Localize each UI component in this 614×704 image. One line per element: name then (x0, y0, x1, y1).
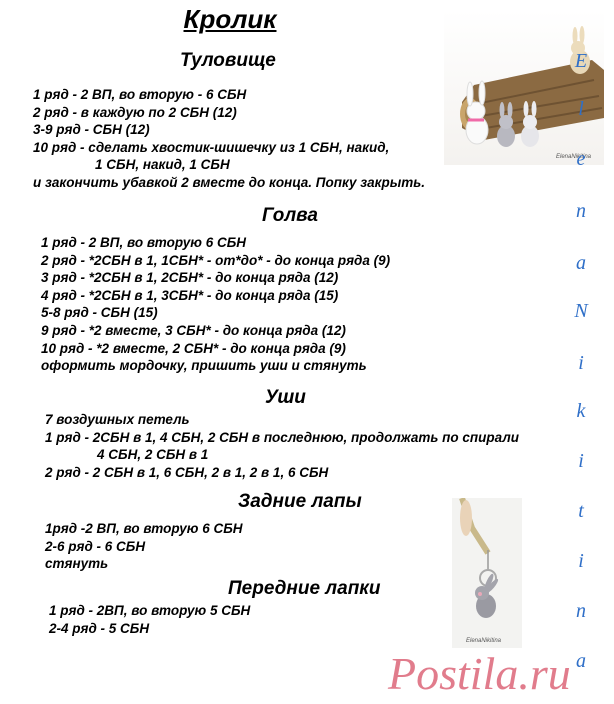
instruction-line: 1 ряд - 2 ВП, во вторую 6 СБН (41, 235, 247, 250)
instruction-line: 10 ряд - *2 вместе, 2 СБН* - до конца ряда (9) (41, 340, 346, 356)
section-title-hind-legs: Задние лапы (238, 491, 362, 512)
instruction-line: 1 СБН, накид, 1 СБН (95, 157, 230, 173)
section-lines-body (33, 86, 425, 192)
watermark-letter: i (578, 550, 584, 572)
section-lines-ears (45, 411, 519, 481)
instruction-line: 1 ряд - 2 ВП, во вторую - 6 СБН (33, 87, 247, 102)
instruction-line: 3-9 ряд - СБН (12) (33, 122, 150, 138)
instruction-line: 10 ряд - сделать хвостик-шишечку из 1 СБН, накид, (33, 139, 390, 155)
instruction-line: 2-4 ряд - 5 СБН (49, 620, 150, 636)
instruction-line: 3 ряд - *2СБН в 1, 2СБН* - до конца ряда (12) (41, 270, 339, 286)
instruction-line: 5-8 ряд - СБН (15) (41, 305, 158, 321)
photo-watermark: ElenaNikitina (556, 154, 592, 160)
instruction-line: 9 ряд - *2 вместе, 3 СБН* - до конца ряда (12) (41, 322, 346, 338)
section-title-ears: Уши (265, 387, 306, 408)
watermark-letter: a (576, 650, 586, 672)
bunny-keychain-image (452, 498, 522, 648)
watermark-letter: i (578, 450, 584, 472)
instruction-line: 4 СБН, 2 СБН в 1 (97, 447, 209, 463)
instruction-line: 4 ряд - *2СБН в 1, 3СБН* - до конца ряда (15) (41, 287, 339, 303)
watermark-letter: a (576, 252, 586, 274)
instruction-line: 2 ряд - 2 СБН в 1, 6 СБН, 2 в 1, 2 в 1, 6 СБН (45, 464, 329, 480)
instruction-line: 2 ряд - *2СБН в 1, 1СБН* - от*до* - до конца ряда (9) (41, 252, 391, 268)
postila-logo-icon (384, 647, 614, 699)
section-title-head: Голва (262, 205, 318, 226)
watermark-letter: i (578, 352, 584, 374)
photo-watermark: ElenaNikitina (466, 638, 502, 644)
watermark-letter: l (578, 98, 584, 120)
section-title-body: Туловище (180, 50, 276, 71)
instruction-line: 1 ряд - 2СБН в 1, 4 СБН, 2 СБН в последнюю, продолжать по спирали (45, 429, 519, 445)
svg-text:Postila.ru: Postila.ru (388, 648, 571, 699)
section-lines-front-legs (49, 602, 250, 637)
vertical-author-watermark (566, 0, 596, 699)
instruction-line: оформить мордочку, пришить уши и стянуть (41, 358, 367, 374)
section-title-front-legs: Передние лапки (228, 578, 381, 599)
page-title: Кролик (183, 4, 277, 34)
watermark-letter: N (574, 300, 588, 322)
watermark-letter: n (576, 200, 586, 222)
postila-logo-watermark (384, 647, 614, 699)
watermark-letter: E (574, 50, 588, 72)
section-lines-hind-legs (45, 520, 243, 573)
watermark-letter: t (578, 500, 584, 522)
watermark-letter: k (576, 400, 586, 422)
watermark-letter: n (576, 600, 586, 622)
watermark-letter: e (576, 148, 586, 170)
keychain-photo (452, 498, 522, 648)
instruction-line: стянуть (45, 556, 109, 572)
instruction-line: 7 воздушных петель (45, 412, 190, 427)
instruction-line: и закончить убавкой 2 вместе до конца. Попку закрыть. (33, 174, 426, 190)
section-lines-head (41, 234, 390, 375)
instruction-line: 2-6 ряд - 6 СБН (45, 538, 146, 554)
instruction-line: 1 ряд - 2ВП, во вторую 5 СБН (49, 603, 251, 618)
instruction-line: 1ряд -2 ВП, во вторую 6 СБН (45, 521, 243, 536)
instruction-line: 2 ряд - в каждую по 2 СБН (12) (33, 104, 237, 120)
